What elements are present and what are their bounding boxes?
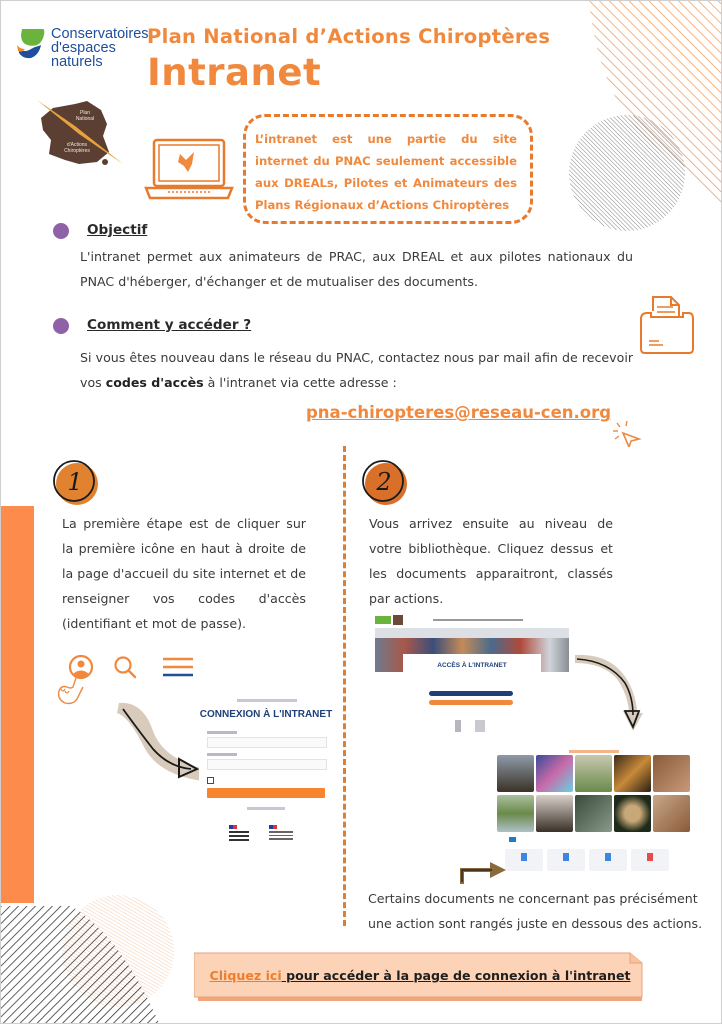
page-title: Intranet — [147, 51, 322, 94]
section-heading-acces: Comment y accéder ? — [87, 317, 252, 333]
login-button-preview — [207, 788, 325, 798]
folder-mini-icon — [509, 837, 516, 842]
folder-document-icon — [639, 293, 695, 355]
mini-logo-placeholder-2 — [475, 720, 485, 732]
hamburger-menu-icon — [163, 659, 193, 675]
mini-nav-placeholder — [433, 619, 523, 621]
access-card — [403, 654, 541, 684]
login-screenshot-title: CONNEXION À L'INTRANET — [199, 709, 333, 720]
password-field-preview — [207, 759, 327, 770]
step-1-number: 1 — [67, 468, 83, 496]
forgot-password-placeholder — [247, 807, 285, 810]
page-subtitle: Plan National d’Actions Chiroptères — [147, 25, 551, 48]
cursor-click-icon — [609, 419, 643, 447]
action-tile[interactable] — [653, 755, 690, 792]
search-icon — [116, 658, 136, 678]
section-body-acces-part-1: Si vous êtes nouveau dans le réseau du PNAC, contactez nous par mail afin de recevoir vos — [80, 350, 633, 390]
prefecture-logo-preview — [229, 825, 251, 847]
action-tile[interactable] — [536, 755, 573, 792]
mini-logo-placeholder — [455, 720, 461, 732]
breadcrumb-placeholder — [237, 699, 297, 702]
document-card[interactable] — [505, 849, 543, 871]
document-card[interactable] — [589, 849, 627, 871]
document-card[interactable] — [547, 849, 585, 871]
action-tile[interactable] — [614, 795, 651, 832]
pnac-logo-text-2: National — [75, 116, 95, 122]
field-label-placeholder — [207, 753, 237, 756]
cen-logo — [17, 25, 149, 75]
action-tile[interactable] — [614, 755, 651, 792]
bookshelf-top — [375, 628, 569, 638]
step-2-number: 2 — [376, 468, 392, 496]
cen-logo-mark — [17, 27, 47, 59]
mini-pnac-logo — [393, 615, 403, 625]
straight-arrow — [456, 856, 508, 886]
section-bullet-objectif — [53, 223, 69, 239]
pointing-hand-icon — [59, 675, 83, 704]
curved-arrow-1 — [113, 701, 205, 781]
laptop-bat-icon — [144, 138, 234, 200]
section-bullet-acces — [53, 318, 69, 334]
login-cta-note[interactable] — [194, 951, 646, 1001]
library-documents-screenshot — [493, 741, 718, 876]
pnac-logo — [35, 96, 125, 171]
step-2-text: Vous arrivez ensuite au niveau de votre bibliothèque. Cliquez dessus et les documents apparaitront, classés par actions. — [369, 516, 613, 606]
action-tile[interactable] — [536, 795, 573, 832]
step-2-badge — [361, 459, 409, 507]
section-body-acces-part-2: à l'intranet via cette adresse : — [203, 375, 397, 390]
cta-link[interactable]: Cliquez ici — [209, 968, 282, 983]
curved-arrow-2 — [573, 653, 643, 733]
ministry-logo-preview — [269, 825, 295, 847]
action-tile[interactable] — [575, 795, 612, 832]
mini-cen-logo — [375, 616, 391, 624]
remember-checkbox-preview — [207, 777, 214, 784]
action-tile[interactable] — [497, 755, 534, 792]
pnac-logo-text-1: Plan — [79, 110, 91, 116]
cen-logo-line-1: Conservatoires — [51, 26, 149, 42]
login-page-screenshot — [199, 693, 333, 853]
decorative-orange-bar — [1, 506, 34, 903]
pnac-logo-text-4: Chiroptères — [64, 148, 90, 154]
user-circle-icon — [70, 656, 92, 678]
column-divider — [343, 446, 346, 926]
cta-text — [194, 968, 646, 983]
contact-email-link[interactable]: pna-chiropteres@reseau-cen.org — [306, 403, 612, 422]
step-1-text: La première étape est de cliquer sur la première icône en haut à droite de la page d'accueil du site internet et de renseigner vos codes d'accès (identifiant et mot de passe). — [62, 516, 306, 631]
library-button-preview-2 — [429, 700, 513, 705]
codes-acces-bold: codes d'accès — [105, 375, 204, 390]
action-tile[interactable] — [497, 795, 534, 832]
site-header-icons — [39, 653, 199, 705]
cen-logo-line-2: d'espaces — [51, 40, 116, 56]
decorative-stripes-bottom-left — [1, 906, 161, 1023]
section-body-acces — [80, 345, 633, 395]
username-field-preview — [207, 737, 327, 748]
decorative-gray-circle — [568, 114, 686, 232]
section-body-objectif: L'intranet permet aux animateurs de PRAC, aux DREAL et aux pilotes nationaux du PNAC d'héberger, d'échanger et de mutualiser des documents. — [80, 249, 633, 289]
pnac-logo-text-3: d'Actions — [66, 142, 88, 148]
action-tile[interactable] — [653, 795, 690, 832]
library-button-preview — [429, 691, 513, 696]
step-1-badge — [52, 459, 100, 507]
cta-rest-text: pour accéder à la page de connexion à l'intranet — [281, 968, 631, 983]
field-label-placeholder — [207, 731, 237, 734]
library-heading-placeholder — [569, 750, 619, 753]
intro-text: L’intranet est une partie du site internet du PNAC seulement accessible aux DREALs, Pilotes et Animateurs des Plans Régionaux d’Actions Chiroptères — [255, 132, 517, 212]
step-2-note: Certains documents ne concernant pas précisément une action sont rangés juste en dessous des actions. — [368, 891, 703, 931]
library-access-screenshot — [373, 614, 571, 742]
document-card[interactable] — [631, 849, 669, 871]
action-tile[interactable] — [575, 755, 612, 792]
access-screenshot-title: ACCÈS À L'INTRANET — [437, 662, 507, 669]
section-heading-objectif: Objectif — [87, 222, 148, 238]
cen-logo-line-3: naturels — [51, 54, 103, 70]
